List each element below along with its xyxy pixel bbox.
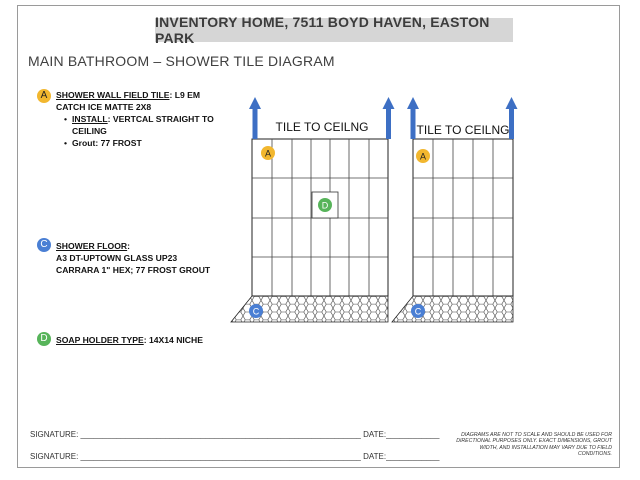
spec-soap-holder-label: SOAP HOLDER TYPE <box>56 335 144 345</box>
diagram-badge-c-right <box>411 304 425 318</box>
right-wall-label: TILE TO CEILNG <box>416 123 510 137</box>
spec-install-value: : VERTCAL STRAIGHT TO <box>107 114 214 124</box>
svg-text:C: C <box>252 306 260 317</box>
diagram-badge-a-right <box>416 149 430 163</box>
badge-a: A <box>37 89 51 103</box>
spec-wall-tile-line2: CATCH ICE MATTE 2X8 <box>56 102 152 112</box>
left-wall <box>231 139 388 322</box>
badge-c: C <box>37 238 51 252</box>
left-wall-label: TILE TO CEILNG <box>275 120 369 134</box>
spec-install-value2: CEILING <box>72 126 107 136</box>
right-wall <box>392 139 513 322</box>
spec-shower-floor-colon: : <box>127 241 131 251</box>
page-title: MAIN BATHROOM – SHOWER TILE DIAGRAM <box>28 53 335 69</box>
spec-wall-tile-value: : L9 EM <box>169 90 201 100</box>
badge-d: D <box>37 332 51 346</box>
diagram-badge-c-left <box>249 304 263 318</box>
arrow-up-icon <box>383 97 395 139</box>
date-line[interactable]: ____________ <box>386 430 440 439</box>
signature-line[interactable]: _______________________________________________________________ <box>80 452 361 461</box>
spec-shower-floor-label: SHOWER FLOOR <box>56 241 128 251</box>
signature-label: SIGNATURE: <box>30 452 79 461</box>
svg-text:A: A <box>419 151 427 162</box>
spec-shower-floor-line3: CARRARA 1" HEX; 77 FROST GROUT <box>56 265 211 275</box>
spec-soap-holder-value: : 14X14 NICHE <box>143 335 203 345</box>
diagram-badge-d <box>318 198 332 212</box>
date-label: DATE: <box>363 452 387 461</box>
svg-text:C: C <box>414 306 422 317</box>
signature-row-2 <box>30 452 439 461</box>
signature-row-1 <box>30 430 439 439</box>
arrow-up-icon <box>249 97 261 139</box>
disclaimer: DIAGRAMS ARE NOT TO SCALE AND SHOULD BE USED FOR DIRECTIONAL PURPOSES ONLY. EXACT DIMENSIONS, GROUT WIDTH, AND INSTALLATION MAY VARY DUE TO FIELD CONDITIONS. <box>456 432 612 458</box>
right-shower-floor <box>392 296 513 322</box>
header-title: INVENTORY HOME, 7511 BOYD HAVEN, EASTON PARK <box>155 18 513 42</box>
diagram-badge-a-left <box>261 146 275 160</box>
date-label: DATE: <box>363 430 387 439</box>
svg-text:D: D <box>321 200 329 211</box>
date-line[interactable]: ____________ <box>386 452 440 461</box>
spec-grout: Grout: 77 FROST <box>72 138 142 148</box>
signature-label: SIGNATURE: <box>30 430 79 439</box>
spec-install-label: INSTALL <box>72 114 108 124</box>
signature-line[interactable]: _______________________________________________________________ <box>80 430 361 439</box>
spec-wall-tile-label: SHOWER WALL FIELD TILE <box>56 90 170 100</box>
svg-text:A: A <box>264 148 272 159</box>
spec-shower-floor-line2: A3 DT-UPTOWN GLASS UP23 <box>56 253 178 263</box>
